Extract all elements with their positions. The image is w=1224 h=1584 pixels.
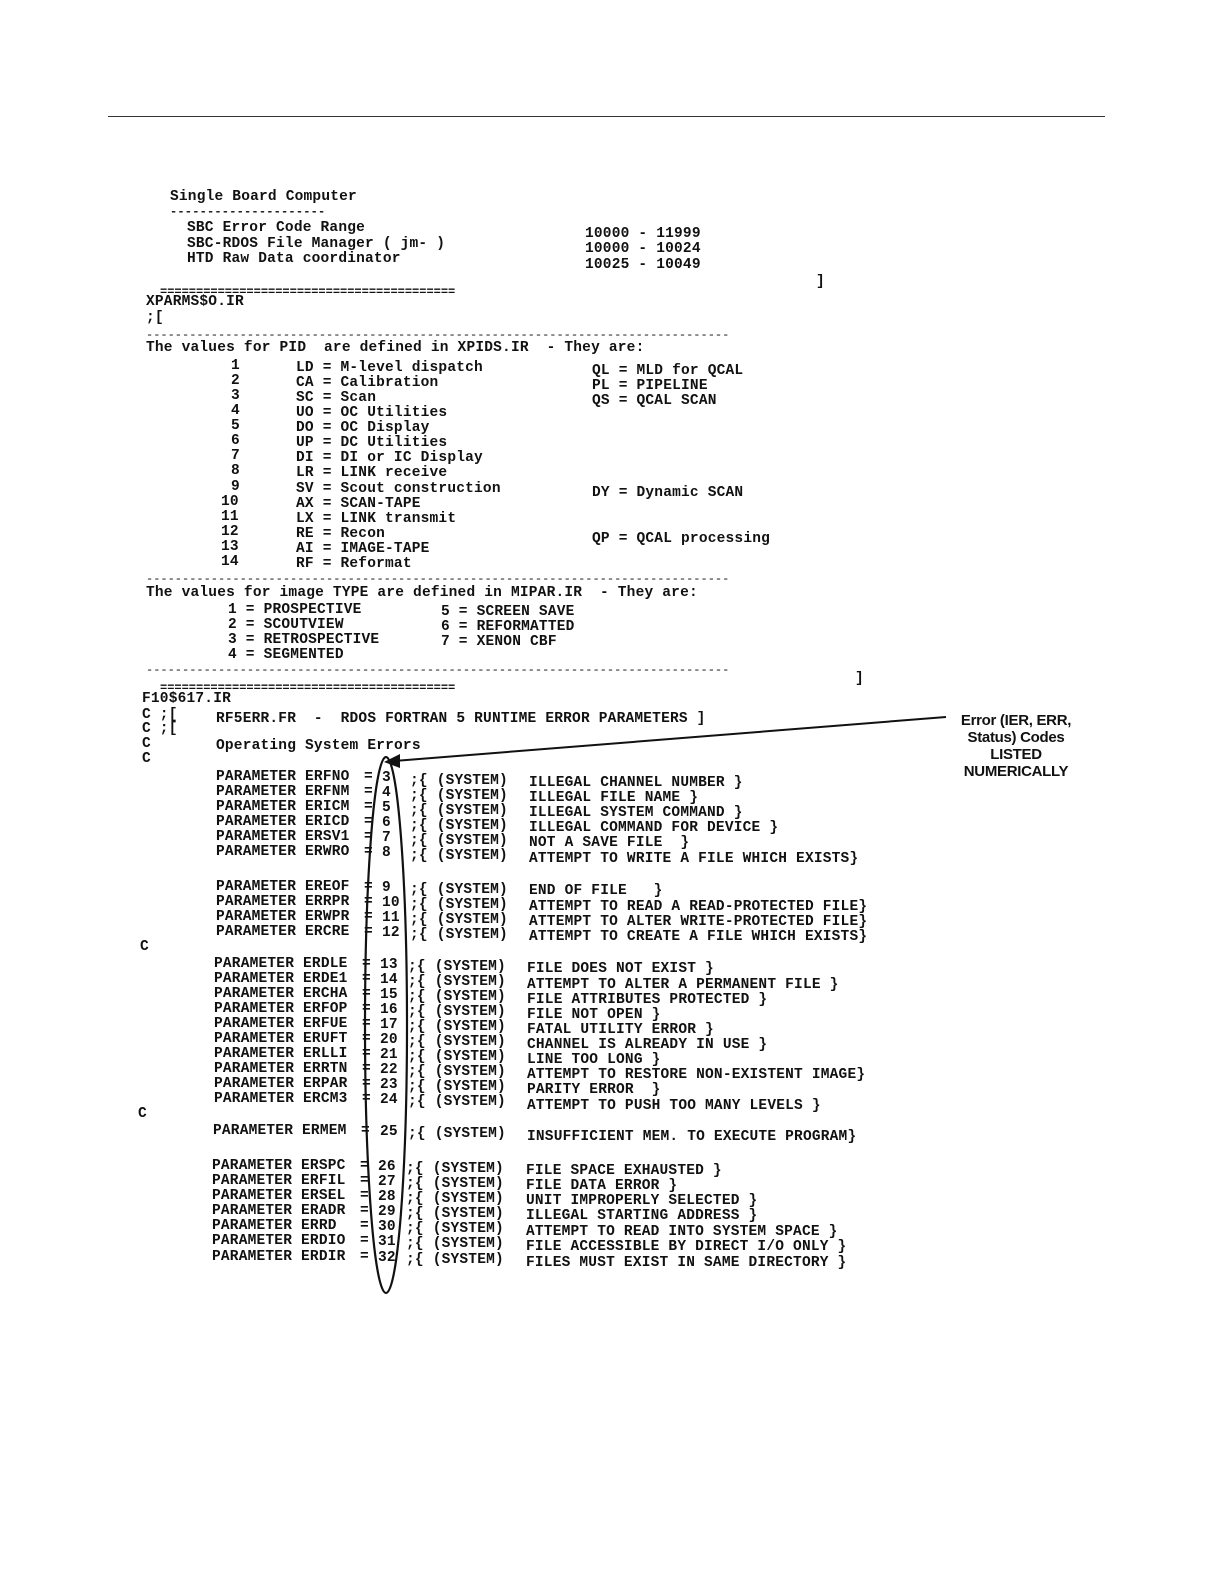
pid-extra: QP = QCAL processing [592, 531, 771, 547]
pid-value: RE = Recon [296, 526, 386, 542]
param-code: 17 [380, 1017, 398, 1033]
codes-ellipse [365, 757, 407, 1293]
param-desc: ATTEMPT TO CREATE A FILE WHICH EXISTS} [529, 929, 868, 945]
pid-value: LR = LINK receive [296, 465, 448, 481]
param-code: 6 [382, 815, 391, 831]
param-eq: = [364, 924, 373, 940]
param-eq: = [364, 784, 373, 800]
param-eq: = [361, 1123, 370, 1139]
param-system: ;{ (SYSTEM) [406, 1236, 504, 1252]
param-desc: FILE ATTRIBUTES PROTECTED } [527, 992, 768, 1008]
param-desc: FILES MUST EXIST IN SAME DIRECTORY } [526, 1255, 847, 1271]
sbc-close-bracket: ] [816, 274, 825, 290]
param-code: 27 [378, 1174, 396, 1190]
param-desc: FATAL UTILITY ERROR } [527, 1022, 714, 1038]
param-name: PARAMETER ERDE1 [214, 971, 348, 987]
param-system: ;{ (SYSTEM) [410, 818, 508, 834]
param-eq: = [360, 1249, 369, 1265]
pid-number: 10 [221, 494, 239, 510]
xparms-dash-rule: --------------------------------------------------------------------------------- [146, 575, 730, 583]
param-system: ;{ (SYSTEM) [410, 773, 508, 789]
param-desc: FILE ACCESSIBLE BY DIRECT I/O ONLY } [526, 1239, 847, 1255]
pid-value: AX = SCAN-TAPE [296, 496, 421, 512]
pid-value: AI = IMAGE-TAPE [296, 541, 430, 557]
param-desc: ILLEGAL COMMAND FOR DEVICE } [529, 820, 779, 836]
annotation-line: NUMERICALLY [963, 763, 1069, 780]
xparms-close-bracket: ] [855, 671, 864, 687]
sbc-row-label: HTD Raw Data coordinator [187, 251, 401, 267]
param-desc: LINE TOO LONG } [527, 1052, 661, 1068]
xparms-rule: ========================================= [160, 288, 456, 296]
param-name: PARAMETER ERFNM [216, 784, 350, 800]
param-desc: ILLEGAL FILE NAME } [529, 790, 699, 806]
pid-number: 9 [231, 479, 240, 495]
param-system: ;{ (SYSTEM) [406, 1176, 504, 1192]
sbc-row-label: SBC-RDOS File Manager ( jm- ) [187, 236, 446, 252]
param-code: 5 [382, 800, 391, 816]
param-code: 20 [380, 1032, 398, 1048]
param-system: ;{ (SYSTEM) [408, 989, 506, 1005]
pid-number: 4 [231, 403, 240, 419]
param-name: PARAMETER ERICD [216, 814, 350, 830]
annotation-line: LISTED [990, 746, 1042, 763]
param-desc: FILE DATA ERROR } [526, 1178, 678, 1194]
param-code: 8 [382, 845, 391, 861]
param-eq: = [362, 1046, 371, 1062]
param-code: 10 [382, 895, 400, 911]
param-name: PARAMETER ERSEL [212, 1188, 346, 1204]
sbc-row-label: SBC Error Code Range [187, 220, 366, 236]
xparms-filename: XPARMS$O.IR [146, 294, 244, 310]
xparms-dash-rule: --------------------------------------------------------------------------------- [146, 331, 730, 339]
pid-extra: QS = QCAL SCAN [592, 393, 717, 409]
param-eq: = [360, 1203, 369, 1219]
param-name: PARAMETER ERFIL [212, 1173, 346, 1189]
param-system: ;{ (SYSTEM) [408, 1049, 506, 1065]
param-name: PARAMETER ERCM3 [214, 1091, 348, 1107]
pid-number: 8 [231, 463, 240, 479]
param-system: ;{ (SYSTEM) [408, 959, 506, 975]
param-eq: = [360, 1158, 369, 1174]
param-name: PARAMETER ERWRO [216, 844, 350, 860]
param-eq: = [364, 814, 373, 830]
param-name: PARAMETER ERDLE [214, 956, 348, 972]
param-name: PARAMETER ERFOP [214, 1001, 348, 1017]
param-code: 29 [378, 1204, 396, 1220]
annotation-arrow-line [394, 717, 946, 761]
param-code: 23 [380, 1077, 398, 1093]
pid-value: LD = M-level dispatch [296, 360, 483, 376]
param-code: 11 [382, 910, 400, 926]
param-name: PARAMETER ERDIO [212, 1233, 346, 1249]
pid-value: DO = OC Display [296, 420, 430, 436]
param-eq: = [364, 844, 373, 860]
param-eq: = [362, 1001, 371, 1017]
f10-filename: F10$617.IR [142, 691, 232, 707]
pid-number: 6 [231, 433, 240, 449]
annotation-line: Status) Codes [967, 729, 1065, 746]
param-system: ;{ (SYSTEM) [408, 1064, 506, 1080]
param-name: PARAMETER ERRTN [214, 1061, 348, 1077]
pid-number: 1 [231, 358, 240, 374]
xparms-open-bracket: ;[ [146, 310, 164, 326]
param-eq: = [362, 1076, 371, 1092]
param-system: ;{ (SYSTEM) [406, 1161, 504, 1177]
param-system: ;{ (SYSTEM) [406, 1191, 504, 1207]
param-code: 31 [378, 1234, 396, 1250]
pid-value: SC = Scan [296, 390, 377, 406]
param-eq: = [362, 1016, 371, 1032]
pid-value: SV = Scout construction [296, 481, 501, 497]
sbc-row-range: 10000 - 11999 [585, 226, 701, 242]
param-code: 15 [380, 987, 398, 1003]
param-name: PARAMETER ERCRE [216, 924, 350, 940]
pid-value: CA = Calibration [296, 375, 439, 391]
pid-number: 5 [231, 418, 240, 434]
pid-number: 13 [221, 539, 239, 555]
sbc-row-range: 10000 - 10024 [585, 241, 701, 257]
type-right: 5 = SCREEN SAVE [441, 604, 575, 620]
param-system: ;{ (SYSTEM) [410, 882, 508, 898]
pid-value: UP = DC Utilities [296, 435, 448, 451]
pid-number: 7 [231, 448, 240, 464]
param-eq: = [362, 986, 371, 1002]
param-desc: ATTEMPT TO RESTORE NON-EXISTENT IMAGE} [527, 1067, 866, 1083]
comment-marker: C ;[ [142, 707, 178, 723]
param-system: ;{ (SYSTEM) [406, 1221, 504, 1237]
pid-value: RF = Reformat [296, 556, 412, 572]
param-desc: FILE NOT OPEN } [527, 1007, 661, 1023]
param-code: 28 [378, 1189, 396, 1205]
param-code: 32 [378, 1250, 396, 1266]
param-system: ;{ (SYSTEM) [408, 1019, 506, 1035]
param-desc: UNIT IMPROPERLY SELECTED } [526, 1193, 758, 1209]
param-system: ;{ (SYSTEM) [410, 927, 508, 943]
param-system: ;{ (SYSTEM) [410, 833, 508, 849]
param-code: 14 [380, 972, 398, 988]
param-code: 22 [380, 1062, 398, 1078]
type-left: 3 = RETROSPECTIVE [228, 632, 380, 648]
param-system: ;{ (SYSTEM) [406, 1252, 504, 1268]
param-desc: END OF FILE } [529, 883, 663, 899]
type-intro: The values for image TYPE are defined in MIPAR.IR - They are: [146, 585, 698, 601]
param-eq: = [364, 829, 373, 845]
param-name: PARAMETER ERWPR [216, 909, 350, 925]
param-desc: PARITY ERROR } [527, 1082, 661, 1098]
param-system: ;{ (SYSTEM) [408, 1004, 506, 1020]
pid-intro: The values for PID are defined in XPIDS.IR - They are: [146, 340, 645, 356]
param-system: ;{ (SYSTEM) [408, 1094, 506, 1110]
param-eq: = [364, 769, 373, 785]
annotation-label [950, 712, 1082, 780]
param-code: 16 [380, 1002, 398, 1018]
comment-marker: C [142, 751, 151, 767]
pid-number: 2 [231, 373, 240, 389]
param-code: 13 [380, 957, 398, 973]
param-system: ;{ (SYSTEM) [406, 1206, 504, 1222]
param-desc: ATTEMPT TO ALTER WRITE-PROTECTED FILE} [529, 914, 868, 930]
param-desc: FILE SPACE EXHAUSTED } [526, 1163, 722, 1179]
param-eq: = [364, 879, 373, 895]
param-name: PARAMETER ERUFT [214, 1031, 348, 1047]
param-system: ;{ (SYSTEM) [408, 1034, 506, 1050]
param-name: PARAMETER ERLLI [214, 1046, 348, 1062]
f10-header: RF5ERR.FR - RDOS FORTRAN 5 RUNTIME ERROR PARAMETERS ] [216, 711, 706, 727]
param-system: ;{ (SYSTEM) [410, 803, 508, 819]
param-name: PARAMETER ERDIR [212, 1249, 346, 1265]
param-code: 21 [380, 1047, 398, 1063]
param-eq: = [362, 1031, 371, 1047]
param-desc: ATTEMPT TO READ A READ-PROTECTED FILE} [529, 899, 868, 915]
type-right: 7 = XENON CBF [441, 634, 557, 650]
pid-value: UO = OC Utilities [296, 405, 448, 421]
param-system: ;{ (SYSTEM) [408, 1079, 506, 1095]
xparms-dash-rule: --------------------------------------------------------------------------------- [146, 666, 730, 674]
comment-marker: C [140, 939, 149, 955]
param-eq: = [362, 971, 371, 987]
param-desc: INSUFFICIENT MEM. TO EXECUTE PROGRAM} [527, 1129, 857, 1145]
param-desc: ILLEGAL SYSTEM COMMAND } [529, 805, 743, 821]
f10-rule: ========================================= [160, 684, 456, 692]
sbc-row-range: 10025 - 10049 [585, 257, 701, 273]
comment-marker: C ;[ [142, 721, 178, 737]
param-name: PARAMETER EREOF [216, 879, 350, 895]
param-system: ;{ (SYSTEM) [410, 848, 508, 864]
param-name: PARAMETER ERSV1 [216, 829, 350, 845]
param-name: PARAMETER ERCHA [214, 986, 348, 1002]
param-code: 12 [382, 925, 400, 941]
pid-number: 12 [221, 524, 239, 540]
param-system: ;{ (SYSTEM) [410, 788, 508, 804]
param-name: PARAMETER ERADR [212, 1203, 346, 1219]
param-system: ;{ (SYSTEM) [408, 974, 506, 990]
param-name: PARAMETER ERFNO [216, 769, 350, 785]
type-left: 4 = SEGMENTED [228, 647, 344, 663]
pid-extra: PL = PIPELINE [592, 378, 708, 394]
param-system: ;{ (SYSTEM) [410, 912, 508, 928]
sbc-title: Single Board Computer [170, 189, 357, 205]
param-eq: = [362, 956, 371, 972]
param-desc: FILE DOES NOT EXIST } [527, 961, 714, 977]
param-name: PARAMETER ERFUE [214, 1016, 348, 1032]
param-code: 3 [382, 770, 391, 786]
param-code: 7 [382, 830, 391, 846]
sbc-title-underline: --------------------- [170, 205, 326, 219]
pid-number: 11 [221, 509, 239, 525]
param-desc: NOT A SAVE FILE } [529, 835, 690, 851]
param-name: PARAMETER ERRD [212, 1218, 337, 1234]
param-desc: ILLEGAL CHANNEL NUMBER } [529, 775, 743, 791]
param-eq: = [364, 799, 373, 815]
param-eq: = [362, 1061, 371, 1077]
param-eq: = [364, 894, 373, 910]
param-desc: ATTEMPT TO READ INTO SYSTEM SPACE } [526, 1224, 838, 1240]
param-desc: ILLEGAL STARTING ADDRESS } [526, 1208, 758, 1224]
type-right: 6 = REFORMATTED [441, 619, 575, 635]
param-desc: CHANNEL IS ALREADY IN USE } [527, 1037, 768, 1053]
param-eq: = [360, 1218, 369, 1234]
param-name: PARAMETER ERMEM [213, 1123, 347, 1139]
param-eq: = [360, 1233, 369, 1249]
section-title: Operating System Errors [216, 738, 421, 754]
param-eq: = [360, 1173, 369, 1189]
param-code: 26 [378, 1159, 396, 1175]
param-system: ;{ (SYSTEM) [408, 1126, 506, 1142]
pid-value: DI = DI or IC Display [296, 450, 483, 466]
param-desc: ATTEMPT TO WRITE A FILE WHICH EXISTS} [529, 851, 859, 867]
pid-number: 14 [221, 554, 239, 570]
type-left: 1 = PROSPECTIVE [228, 602, 362, 618]
param-code: 9 [382, 880, 391, 896]
param-code: 30 [378, 1219, 396, 1235]
param-name: PARAMETER ERSPC [212, 1158, 346, 1174]
param-eq: = [360, 1188, 369, 1204]
param-name: PARAMETER ERICM [216, 799, 350, 815]
annotation-line: Error (IER, ERR, [960, 712, 1072, 729]
param-name: PARAMETER ERRPR [216, 894, 350, 910]
param-system: ;{ (SYSTEM) [410, 897, 508, 913]
comment-marker: C [142, 736, 151, 752]
pid-extra: DY = Dynamic SCAN [592, 485, 744, 501]
param-name: PARAMETER ERPAR [214, 1076, 348, 1092]
pid-extra: QL = MLD for QCAL [592, 363, 744, 379]
comment-marker: C [138, 1106, 147, 1122]
param-code: 25 [380, 1124, 398, 1140]
pid-number: 3 [231, 388, 240, 404]
param-desc: ATTEMPT TO ALTER A PERMANENT FILE } [527, 977, 839, 993]
param-code: 24 [380, 1092, 398, 1108]
param-desc: ATTEMPT TO PUSH TOO MANY LEVELS } [527, 1098, 821, 1114]
param-code: 4 [382, 785, 391, 801]
pid-value: LX = LINK transmit [296, 511, 457, 527]
param-eq: = [364, 909, 373, 925]
param-eq: = [362, 1091, 371, 1107]
type-left: 2 = SCOUTVIEW [228, 617, 344, 633]
